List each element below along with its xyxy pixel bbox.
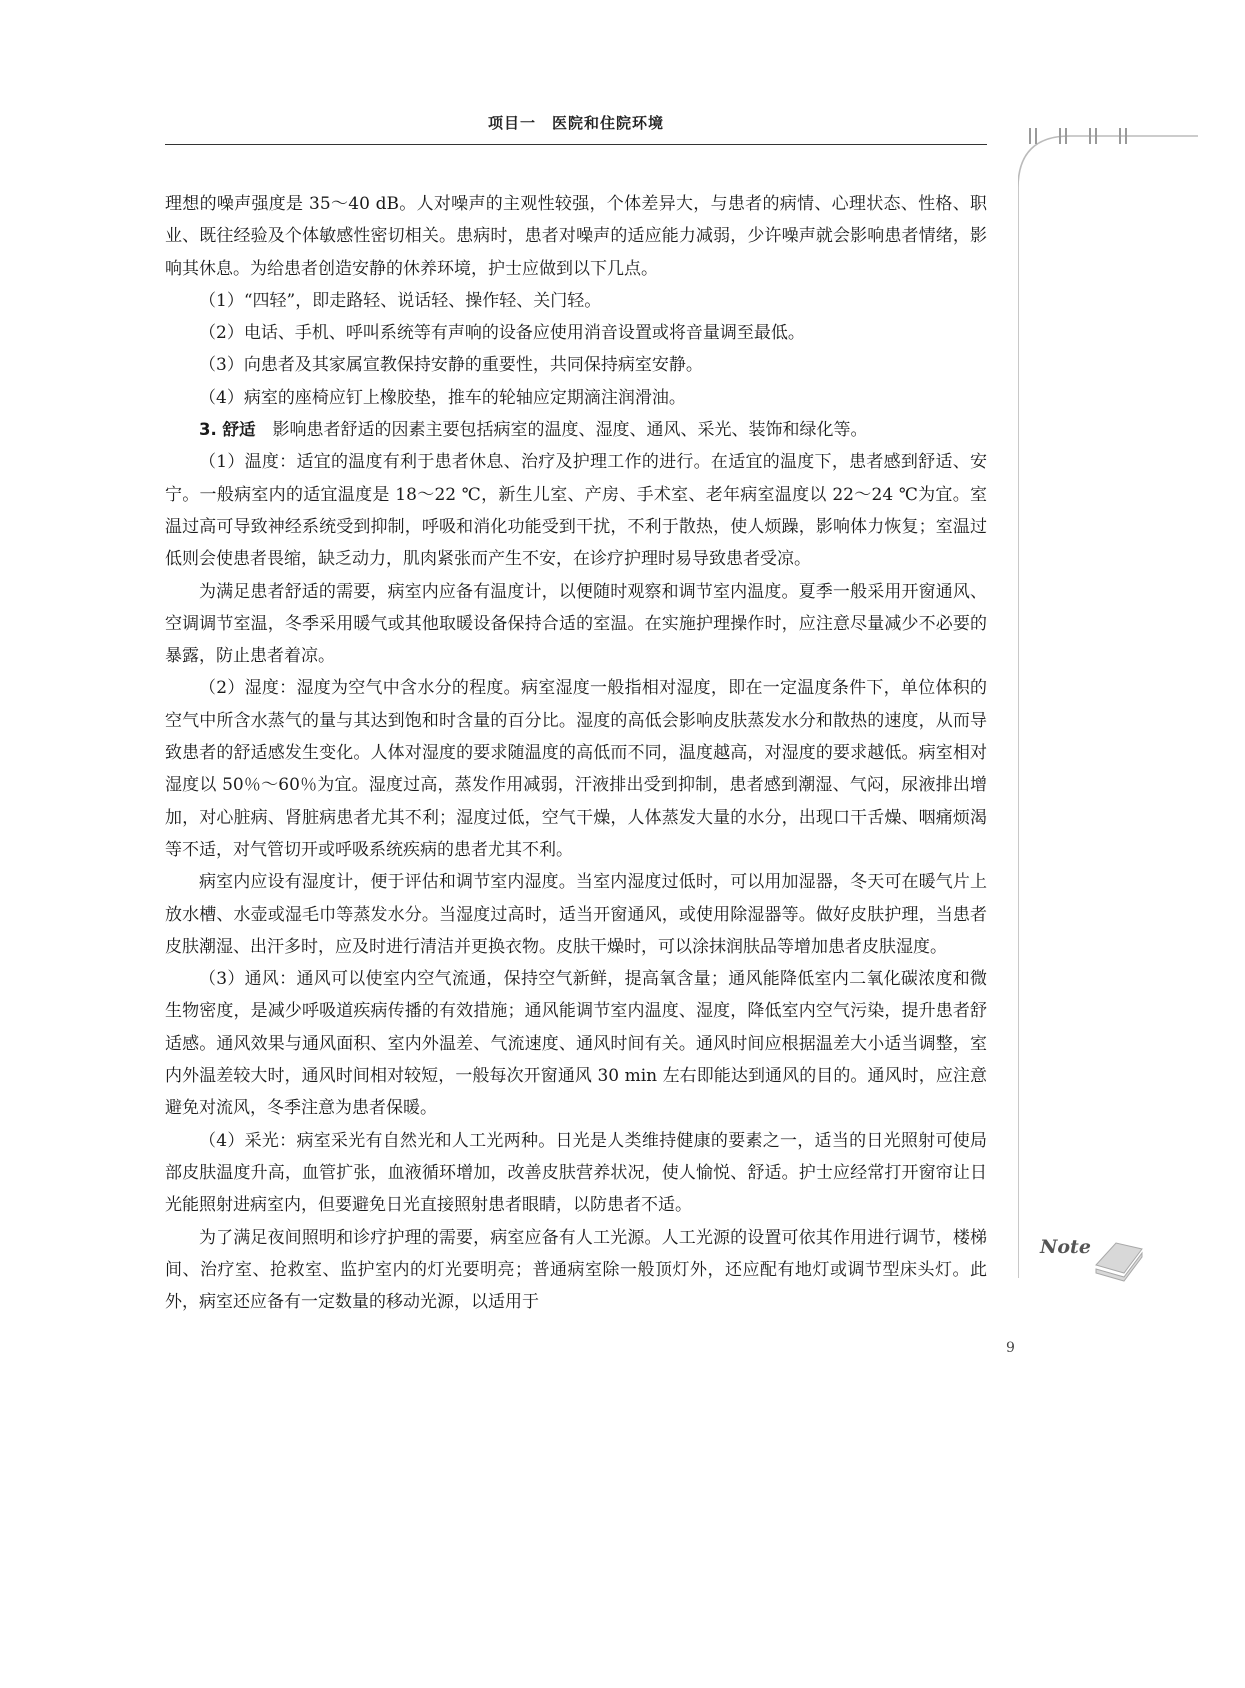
paragraph-text: （1）“四轻”，即走路轻、说话轻、操作轻、关门轻。: [199, 290, 602, 311]
paragraph: [165, 285, 987, 317]
paragraph: [165, 963, 987, 1124]
running-header: 项目一 医院和住院环境: [487, 114, 664, 132]
paragraph: [165, 349, 987, 381]
margin-decoration: [1018, 128, 1198, 1298]
paragraph: [165, 576, 987, 673]
paragraph: [165, 1125, 987, 1222]
note-label: Note: [1040, 1236, 1091, 1258]
body-text: [165, 188, 987, 1318]
paragraph-text: （4）采光：病室采光有自然光和人工光两种。日光是人类维持健康的要素之一，适当的日光照射可使局部皮肤温度升高，血管扩张，血液循环增加，改善皮肤营养状况，使人愉悦、舒适。护士应经常打开窗帘让日光能照射进病室内，但要避免日光直接照射患者眼睛，以防患者不适。: [165, 1130, 987, 1216]
paragraph-text: （3）通风：通风可以使室内空气流通，保持空气新鲜，提高氧含量；通风能降低室内二氧化碳浓度和微生物密度，是减少呼吸道疾病传播的有效措施；通风能调节室内温度、湿度，降低室内空气污染，提升患者舒适感。通风效果与通风面积、室内外温差、气流速度、通风时间有关。通风时间应根据温差大小适当调整，室内外温差较大时，通风时间相对较短，一般每次开窗通风 30 min 左右即能达到通风的目的。通风时，应注意避免对流风，冬季注意为患者保暖。: [165, 969, 987, 1119]
paragraph-text: （1）温度：适宜的温度有利于患者休息、治疗及护理工作的进行。在适宜的温度下，患者感到舒适、安宁。一般病室内的适宜温度是 18～22 ℃，新生儿室、产房、手术室、老年病室温度以 22～24 ℃为宜。室温过高可导致神经系统受到抑制，呼吸和消化功能受到干扰，不利于散热，使人烦躁，影响体力恢复；室温过低则会使患者畏缩，缺乏动力，肌肉紧张而产生不安，在诊疗护理时易导致患者受凉。: [165, 452, 987, 570]
paragraph-text: （4）病室的座椅应钉上橡胶垫，推车的轮轴应定期滴注润滑油。: [199, 387, 686, 408]
page-number: 9: [1006, 1340, 1015, 1356]
paragraph: [165, 446, 987, 575]
paragraph-text: 理想的噪声强度是 35～40 dB。人对噪声的主观性较强，个体差异大，与患者的病情、心理状态、性格、职业、既往经验及个体敏感性密切相关。患病时，患者对噪声的适应能力减弱，少许噪声就会影响患者情绪，影响其休息。为给患者创造安静的休养环境，护士应做到以下几点。: [165, 194, 987, 279]
paragraph: [165, 672, 987, 866]
paragraph: [165, 317, 987, 349]
paragraph-text: （3）向患者及其家属宣教保持安静的重要性，共同保持病室安静。: [199, 355, 703, 376]
paragraph-text: （2）湿度：湿度为空气中含水分的程度。病室湿度一般指相对湿度，即在一定温度条件下，单位体积的空气中所含水蒸气的量与其达到饱和时含量的百分比。湿度的高低会影响皮肤蒸发水分和散热的速度，从而导致患者的舒适感发生变化。人体对湿度的要求随温度的高低而不同，温度越高，对湿度的要求越低。病室相对湿度以 50％～60％为宜。湿度过高，蒸发作用减弱，汗液排出受到抑制，患者感到潮湿、气闷，尿液排出增加，对心脏病、肾脏病患者尤其不利；湿度过低，空气干燥，人体蒸发大量的水分，出现口干舌燥、咽痛烦渴等不适，对气管切开或呼吸系统疾病的患者尤其不利。: [165, 678, 987, 860]
paragraph: [165, 188, 987, 285]
section-heading: 3. 舒适: [199, 420, 256, 440]
paragraph: [165, 414, 987, 446]
paragraph-text: 病室内应设有湿度计，便于评估和调节室内湿度。当室内湿度过低时，可以用加湿器，冬天可在暖气片上放水槽、水壶或湿毛巾等蒸发水分。当湿度过高时，适当开窗通风，或使用除湿器等。做好皮肤护理，当患者皮肤潮湿、出汗多时，应及时进行清洁并更换衣物。皮肤干燥时，可以涂抹润肤品等增加患者皮肤湿度。: [165, 872, 987, 957]
paragraph-text: 影响患者舒适的因素主要包括病室的温度、湿度、通风、采光、装饰和绿化等。: [255, 420, 868, 441]
paragraph-text: 为满足患者舒适的需要，病室内应备有温度计，以便随时观察和调节室内温度。夏季一般采用开窗通风、空调调节室温，冬季采用暖气或其他取暖设备保持合适的室温。在实施护理操作时，应注意尽量减少不必要的暴露，防止患者着凉。: [165, 581, 987, 667]
paragraph: [165, 866, 987, 963]
paragraph-text: （2）电话、手机、呼叫系统等有声响的设备应使用消音设置或将音量调至最低。: [199, 323, 805, 344]
paragraph: [165, 1222, 987, 1319]
paragraph-text: 为了满足夜间照明和诊疗护理的需要，病室应备有人工光源。人工光源的设置可依其作用进行调节，楼梯间、治疗室、抢救室、监护室内的灯光要明亮；普通病室除一般顶灯外，还应配有地灯或调节型床头灯。此外，病室还应备有一定数量的移动光源，以适用于: [165, 1227, 987, 1313]
header-rule: [165, 144, 987, 145]
paragraph: [165, 382, 987, 414]
